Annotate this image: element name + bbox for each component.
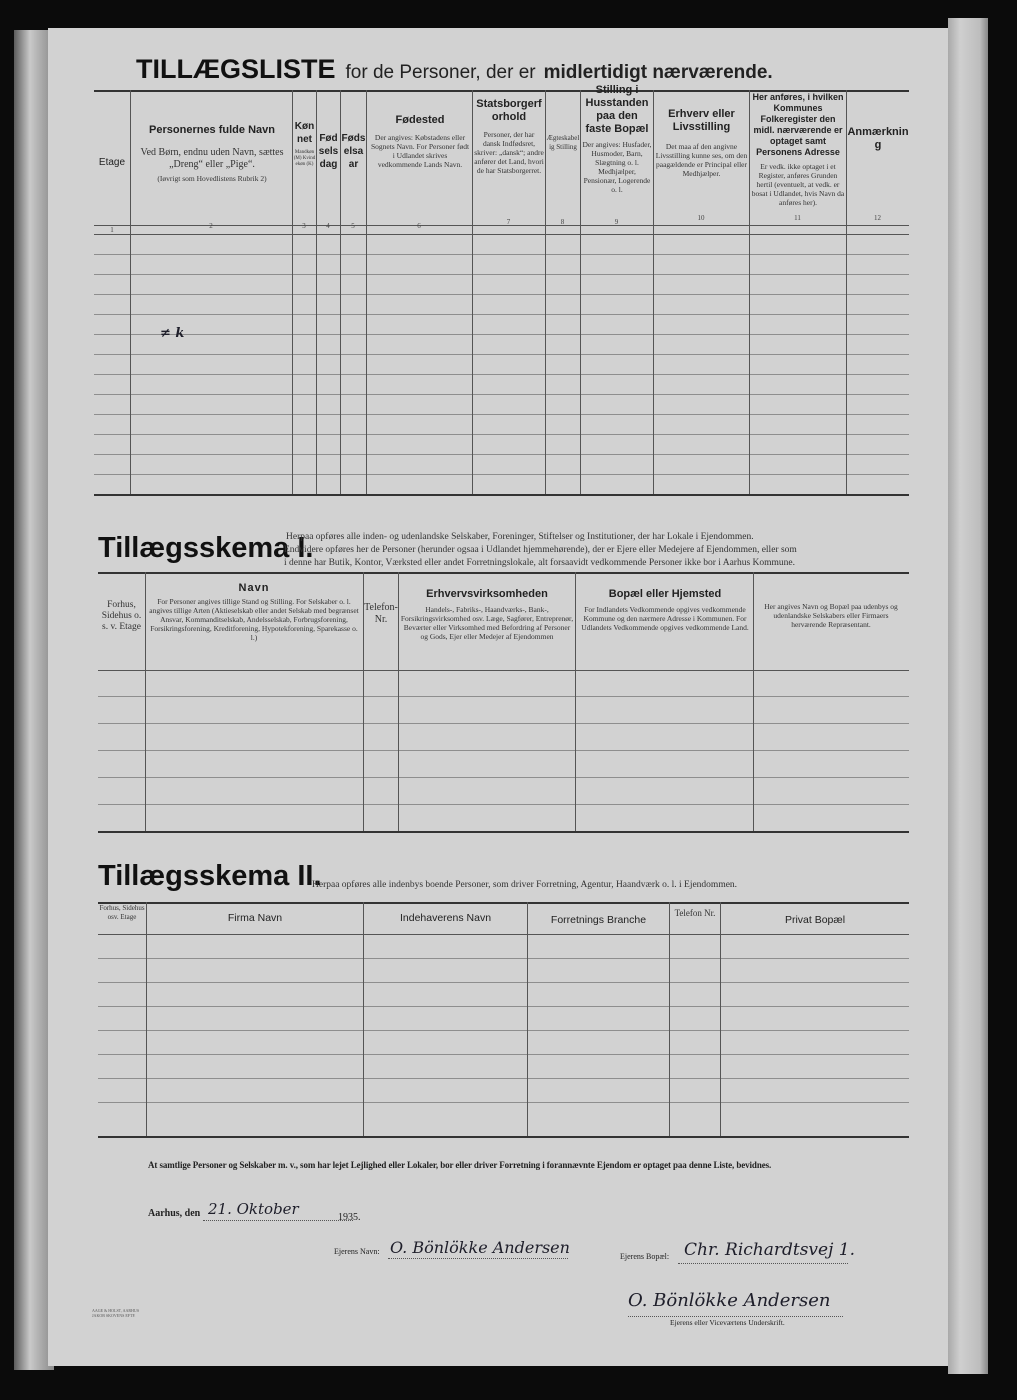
schema1-col-residence-title: Bopæl eller Hjemsted xyxy=(608,588,722,600)
list-col-birthday xyxy=(317,132,340,171)
schema1-row-line xyxy=(98,777,909,778)
list-col-name xyxy=(134,124,290,183)
main-title-normal: for de Personer, der er xyxy=(345,62,536,83)
list-col-sep xyxy=(653,90,654,494)
list-col-num: 8 xyxy=(560,218,565,226)
list-col-remarks-title: Anmærkning xyxy=(847,126,909,151)
main-title-bold2: midlertidigt nærværende. xyxy=(543,62,773,83)
list-col-citizenship-desc: Personer, der har dansk Indfødsret, skriver: „dansk“; andre anfører det Land, hvori de har Statsborgerret. xyxy=(474,130,544,175)
schema2-row-line xyxy=(98,1006,909,1007)
list-col-sep xyxy=(472,90,473,494)
list-col-num: 1 xyxy=(110,226,114,234)
list-col-household xyxy=(582,84,652,194)
list-col-num: 3 xyxy=(302,222,306,230)
schema1-title: Tillægsskema I. xyxy=(98,532,314,564)
owner-address-line xyxy=(678,1263,848,1264)
signature-handwritten: O. Bönlökke Andersen xyxy=(628,1290,831,1311)
owner-name-label: Ejerens Navn: xyxy=(334,1247,380,1256)
list-col-name-title: Personernes fulde Navn xyxy=(149,124,275,136)
schema1-intro-line1: Herpaa opføres alle inden- og udenlandske Selskaber, Foreninger, Stiftelser og Institutioner, der har Lokale i Ejendommen. xyxy=(286,532,754,542)
schema2-row-line xyxy=(98,958,909,959)
list-col-birthday-title: Fødselsdag xyxy=(318,133,339,170)
date-year: 1935. xyxy=(338,1212,361,1223)
schema2-col-sep xyxy=(146,902,147,1136)
schema1-intro xyxy=(286,531,916,570)
list-row-line xyxy=(94,394,909,395)
list-row-line xyxy=(94,414,909,415)
form-page xyxy=(48,28,948,1366)
list-header-rule xyxy=(94,234,909,235)
owner-name-handwritten: O. Bönlökke Andersen xyxy=(390,1238,570,1257)
attestation-text: At samtlige Personer og Selskaber m. v., som har lejet Lejlighed eller Lokaler, bor eller driver Forretning i forannævnte Ejendom er optaget paa denne Liste, bevidnes. xyxy=(148,1160,772,1170)
schema2-row-line xyxy=(98,1102,909,1103)
date-place: Aarhus, den xyxy=(148,1208,201,1219)
schema2-col-firm: Firma Navn xyxy=(227,912,283,924)
schema1-col-phone xyxy=(364,602,398,626)
list-col-birthplace xyxy=(370,114,470,169)
list-col-num: 12 xyxy=(874,214,881,222)
list-col-num: 4 xyxy=(326,222,330,230)
schema1-col-etage-title: Forhus, Sidehus o. s. v. Etage xyxy=(101,600,142,632)
printer-imprint-line2: JAKOB SKOVENS EFTF. xyxy=(92,1313,136,1318)
list-col-occupation-desc: Det maa af den angivne Livsstilling kunne ses, om den paagældende er Principal eller Medhjælper. xyxy=(655,142,748,178)
schema2-col-private: Privat Bopæl xyxy=(784,914,846,926)
schema2-title: Tillægsskema II. xyxy=(98,860,322,892)
list-col-name-note: (Iøvrigt som Hovedlistens Rubrik 2) xyxy=(157,174,267,183)
list-row-line xyxy=(94,454,909,455)
schema2-col-sep xyxy=(720,902,721,1136)
schema2-row-line xyxy=(98,1054,909,1055)
list-row-line xyxy=(94,434,909,435)
schema1-col-sep xyxy=(145,572,146,831)
schema1-col-sep xyxy=(398,572,399,831)
list-col-sep xyxy=(580,90,581,494)
list-row-line xyxy=(94,274,909,275)
list-col-occupation xyxy=(655,108,748,178)
list-row-line xyxy=(94,334,909,335)
printer-imprint-line1: AAGE & HOLST, AARHUS xyxy=(92,1308,140,1313)
schema2-col-sep xyxy=(527,902,528,1136)
list-col-household-title: Stilling i Husstanden paa den faste Bopæl xyxy=(585,84,649,135)
schema1-row-line xyxy=(98,750,909,751)
list-col-birthyear xyxy=(341,132,366,171)
list-col-name-desc: Ved Børn, endnu uden Navn, sættes „Dreng“ eller „Pige“. xyxy=(140,147,284,170)
list-col-num: 9 xyxy=(614,218,619,226)
schema1-col-etage xyxy=(98,600,145,633)
main-title-bold: TILLÆGSLISTE xyxy=(136,54,336,84)
list-col-birthplace-title: Fødested xyxy=(395,114,445,126)
list-row-line xyxy=(94,354,909,355)
schema2-col-etage: Forhus, Sidehus osv. Etage xyxy=(99,904,145,921)
list-col-etage-title: Etage xyxy=(98,157,126,168)
list-col-birthplace-desc: Der angives: Købstadens eller Sognets Navn. For Personer født i Udlandet skrives vedkommende Lands Navn. xyxy=(370,133,470,169)
list-col-citizenship-title: Statsborgerforhold xyxy=(476,98,542,123)
list-col-citizenship xyxy=(474,98,544,175)
schema2-row-line xyxy=(98,982,909,983)
schema1-col-residence xyxy=(578,588,752,632)
list-col-num: 2 xyxy=(209,222,213,230)
list-col-num: 7 xyxy=(506,218,511,226)
schema1-col-business xyxy=(400,588,574,641)
schema1-col-name-title: Navn xyxy=(238,582,270,594)
list-col-num: 6 xyxy=(417,222,421,230)
schema1-col-representative xyxy=(755,602,907,629)
printer-imprint xyxy=(92,1308,139,1318)
schema1-col-residence-desc: For Indlandets Vedkommende opgives vedkommende Kommune og den nærmere Adresse i Kommunen. For Udlandets Vedkommende opgives vedkommende Land. xyxy=(581,605,749,632)
schema1-top-rule xyxy=(98,572,909,574)
list-row-line xyxy=(94,474,909,475)
list-col-sep xyxy=(366,90,367,494)
date-line xyxy=(203,1220,353,1221)
schema2-col-branch: Forretnings Branche xyxy=(550,914,647,926)
list-col-num: 11 xyxy=(794,214,801,222)
owner-address-label: Ejerens Bopæl: xyxy=(620,1252,670,1261)
list-col-sex-desc: Mandkøn (M) Kvindekøn (K) xyxy=(293,150,316,167)
list-row-line xyxy=(94,314,909,315)
main-title xyxy=(136,54,926,85)
schema1-bottom-rule xyxy=(98,831,909,833)
schema1-col-sep xyxy=(575,572,576,831)
list-row-line xyxy=(94,294,909,295)
list-col-sep xyxy=(130,90,131,494)
schema1-intro-line3: i denne har Butik, Kontor, Værksted eller andet Forretningslokale, alt forsaavidt vedkommende Personer ikke bor i Aarhus Kommune. xyxy=(284,558,796,568)
list-col-marital-title: Ægteskabelig Stilling xyxy=(546,134,580,151)
list-col-sex-title: Kønnet xyxy=(294,121,315,145)
list-col-register-desc: Er vedk. ikke optaget i et Register, anføres Grunden hertil (eventuelt, at vedk. er bosat i Udlandet, hvis Navn da anføres her). xyxy=(751,162,845,207)
schema2-col-owner: Indehaverens Navn xyxy=(399,912,492,924)
date-handwritten: 21. Oktober xyxy=(208,1200,299,1218)
list-col-num: 5 xyxy=(351,222,355,230)
list-col-marital xyxy=(546,134,580,152)
schema2-row-line xyxy=(98,1030,909,1031)
schema1-col-sep xyxy=(753,572,754,831)
schema1-col-name-desc: For Personer angives tillige Stand og Stilling. For Selskaber o. l. angives tillige Arten (Aktieselskab eller andet Selskab med begrænset Ansvar, Kommanditselskab, Andelsselskab, Forbrugsforening, Forsikringsforening, Kreditforening, Hypotekforening, Sparekasse o. l.) xyxy=(149,597,359,642)
schema2-top-rule xyxy=(98,902,909,904)
schema2-col-phone: Telefon Nr. xyxy=(674,908,716,918)
schema1-row-line xyxy=(98,804,909,805)
signature-line xyxy=(628,1316,843,1317)
page-edge xyxy=(948,18,988,1374)
schema1-intro-line2: Endvidere opføres her de Personer (herunder ogsaa i Udlandet hjemmehørende), der er Ejere eller Medejere af Ejendommen, eller som xyxy=(284,545,797,555)
schema1-col-business-desc: Handels-, Fabriks-, Haandværks-, Bank-, Forsikringsvirksomhed osv. Læge, Sagfører, Entreprenør, Beværter eller Virksomhed med Befordring af Personer og Gods, Ejer eller Medejer af Ejendommen xyxy=(400,605,574,641)
list-col-num: 10 xyxy=(697,214,705,222)
stray-pen-mark: ≠ k xyxy=(160,326,185,341)
list-col-remarks xyxy=(847,126,909,152)
list-row-line xyxy=(94,254,909,255)
schema1-row-line xyxy=(98,723,909,724)
list-col-etage xyxy=(94,156,130,169)
list-col-birthyear-title: Fødselsaar xyxy=(341,133,366,170)
list-col-register-title: Her anføres, i hvilken Kommunes Folkeregister den midl. nærværende er optaget samt Personens Adresse xyxy=(752,92,844,157)
schema2-col-sep xyxy=(669,902,670,1136)
list-col-household-desc: Der angives: Husfader, Husmoder, Barn, Slægtning o. l. Medhjælper, Pensionær, Logerende o. l. xyxy=(582,140,652,194)
schema2-row-line xyxy=(98,1078,909,1079)
list-col-sex xyxy=(293,120,316,168)
owner-name-line xyxy=(388,1258,568,1259)
list-row-line xyxy=(94,374,909,375)
schema1-row-line xyxy=(98,696,909,697)
schema2-intro: Herpaa opføres alle indenbys boende Personer, som driver Forretning, Agentur, Haandværk o. l. i Ejendommen. xyxy=(312,880,738,890)
list-bottom-rule xyxy=(94,494,909,496)
list-col-sep xyxy=(749,90,750,494)
schema2-bottom-rule xyxy=(98,1136,909,1138)
schema1-col-business-title: Erhvervsvirksomheden xyxy=(426,588,548,600)
signature-label: Ejerens eller Viceværtens Underskrift. xyxy=(670,1318,785,1327)
schema1-col-name xyxy=(147,582,361,642)
schema2-header-rule xyxy=(98,934,909,935)
schema2-col-sep xyxy=(363,902,364,1136)
schema1-col-phone-title: Telefon-Nr. xyxy=(364,602,398,625)
owner-address-handwritten: Chr. Richardtsvej 1. xyxy=(684,1240,855,1260)
list-col-register xyxy=(751,92,845,207)
schema1-col-representative-desc: Her angives Navn og Bopæl paa udenbys og udenlandske Selskabers eller Firmaers herværende Repræsentant. xyxy=(764,602,898,629)
list-col-occupation-title: Erhverv eller Livsstilling xyxy=(668,108,735,133)
schema1-header-rule xyxy=(98,670,909,671)
